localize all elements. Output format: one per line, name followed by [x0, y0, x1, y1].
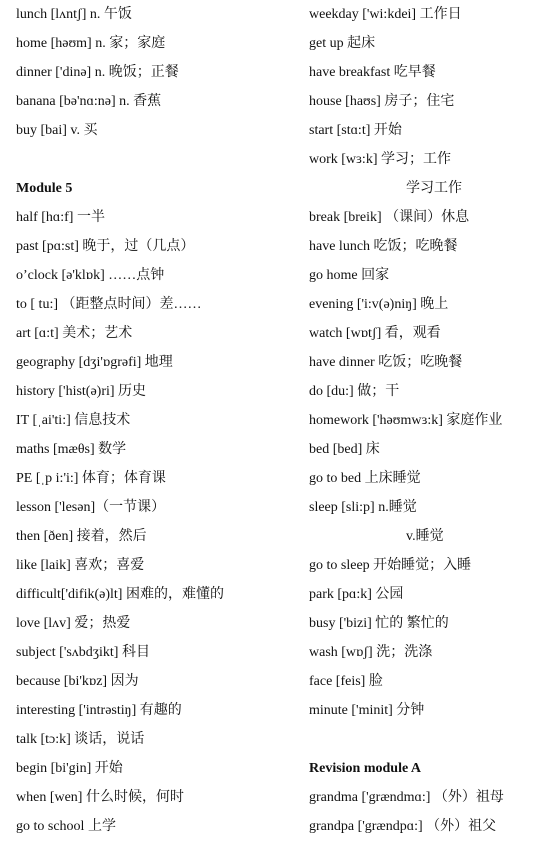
vocab-entry: because [bi'kɒz] 因为 [16, 674, 139, 689]
vocab-entry: to [ tu:] （距整点时间）差…… [16, 297, 202, 312]
vocab-entry: o’clock [ə'klɒk] ……点钟 [16, 268, 165, 283]
vocab-entry: art [ɑ:t] 美术；艺术 [16, 326, 133, 341]
section-heading: Module 5 [16, 181, 73, 196]
vocab-entry: do [du:] 做；干 [309, 384, 400, 399]
vocab-entry: weekday ['wi:kdei] 工作日 [309, 7, 462, 22]
vocab-entry: begin [bi'gin] 开始 [16, 761, 123, 776]
vocab-entry: grandma ['grændmɑ:] （外）祖母 [309, 790, 504, 805]
vocab-entry: get up 起床 [309, 36, 376, 51]
vocab-entry: dinner ['dinə] n. 晚饭；正餐 [16, 65, 179, 80]
vocab-entry: start [stɑ:t] 开始 [309, 123, 402, 138]
vocab-entry: IT [ˌai'ti:] 信息技术 [16, 413, 131, 428]
vocab-entry: home [həʊm] n. 家；家庭 [16, 36, 166, 51]
vocab-entry: then [ðen] 接着，然后 [16, 529, 147, 544]
section-heading: Revision module A [309, 761, 422, 776]
vocab-entry: banana [bə'nɑ:nə] n. 香蕉 [16, 94, 162, 109]
vocab-entry: work [wɜ:k] 学习；工作 [309, 152, 451, 167]
spacer [16, 145, 286, 174]
vocab-entry: talk [tɔ:k] 谈话，说话 [16, 732, 145, 747]
vocab-entry: face [feis] 脸 [309, 674, 383, 689]
vocab-entry: subject ['sʌbdʒikt] 科目 [16, 645, 150, 660]
vocab-entry: maths [mæθs] 数学 [16, 442, 127, 457]
vocab-entry: minute ['minit] 分钟 [309, 703, 425, 718]
vocab-entry: go to school 上学 [16, 819, 116, 834]
entry-continuation: 学习工作 [406, 181, 462, 196]
vocab-entry: watch [wɒtʃ] 看，观看 [309, 326, 441, 341]
vocab-entry: love [lʌv] 爱；热爱 [16, 616, 131, 631]
vocab-entry: go to bed 上床睡觉 [309, 471, 421, 486]
vocab-entry: buy [bai] v. 买 [16, 123, 98, 138]
vocab-entry: grandpa ['grændpɑ:] （外）祖父 [309, 819, 497, 834]
vocab-entry: wash [wɒʃ] 洗；洗涤 [309, 645, 433, 660]
vocab-entry: go home 回家 [309, 268, 390, 283]
vocab-entry: half [hɑ:f] 一半 [16, 210, 105, 225]
vocab-entry: PE [ˌp i:'i:] 体育；体育课 [16, 471, 166, 486]
vocab-entry: evening ['i:v(ə)niŋ] 晚上 [309, 297, 449, 312]
vocab-entry: interesting ['intrəstiŋ] 有趣的 [16, 703, 182, 718]
vocab-entry: difficult['difik(ə)lt] 困难的，难懂的 [16, 587, 224, 602]
vocab-entry: go to sleep 开始睡觉；入睡 [309, 558, 472, 573]
vocab-entry: have breakfast 吃早餐 [309, 65, 436, 80]
vocab-entry: lunch [lʌntʃ] n. 午饭 [16, 7, 132, 22]
vocab-entry: past [pɑ:st] 晚于，过（几点） [16, 239, 195, 254]
left-column [16, 0, 286, 841]
vocab-entry: bed [bed] 床 [309, 442, 380, 457]
vocab-entry: house [haʊs] 房子；住宅 [309, 94, 455, 109]
vocab-entry: like [laik] 喜欢；喜爱 [16, 558, 145, 573]
vocab-entry: history ['hist(ə)ri] 历史 [16, 384, 147, 399]
vocab-entry: park [pɑ:k] 公园 [309, 587, 404, 602]
entry-continuation: v.睡觉 [406, 529, 444, 544]
vocab-entry: homework ['həʊmwɜ:k] 家庭作业 [309, 413, 503, 428]
vocab-entry: busy ['bizi] 忙的 繁忙的 [309, 616, 449, 631]
vocab-entry: sleep [sli:p] n.睡觉 [309, 500, 417, 515]
vocab-entry: have dinner 吃饭；吃晚餐 [309, 355, 463, 370]
vocab-entry: break [breik] （课间）休息 [309, 210, 470, 225]
vocab-entry: when [wen] 什么时候，何时 [16, 790, 184, 805]
vocab-entry: geography [dʒi'ɒgrəfi] 地理 [16, 355, 173, 370]
right-column [309, 0, 540, 841]
vocab-entry: lesson ['lesən]（一节课） [16, 500, 166, 515]
vocab-entry: have lunch 吃饭；吃晚餐 [309, 239, 458, 254]
spacer [309, 725, 540, 754]
